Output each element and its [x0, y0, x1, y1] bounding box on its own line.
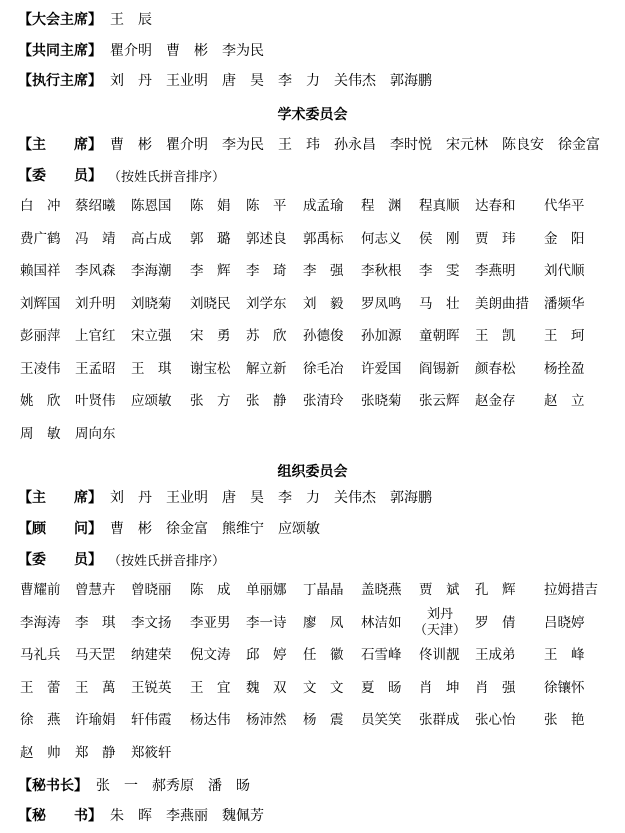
- member-name: 赵 立: [544, 393, 585, 409]
- member-name: 刘晓菊: [131, 295, 172, 312]
- member-name: 肖 坤: [419, 679, 460, 696]
- member-name: 陈恩国: [131, 198, 172, 214]
- member-name: 李海涛: [20, 614, 61, 631]
- member-name: 王成弟: [475, 647, 516, 663]
- academic-members-line: [18, 162, 225, 188]
- member-name: 郭禹标: [303, 230, 344, 247]
- member-name: 彭丽萍: [20, 328, 61, 344]
- member-name: 魏 双: [246, 679, 287, 696]
- member-name: 王 蕾: [20, 679, 61, 696]
- member-name: 张云辉: [419, 393, 460, 409]
- secretary-general-names: 张 一 郝秀原 潘 旸: [96, 778, 250, 794]
- member-name: 周 敏: [20, 425, 61, 442]
- member-name: 张 艳: [544, 712, 585, 728]
- member-name: 孔 辉: [475, 582, 516, 598]
- academic-committee-title: 学术委员会: [277, 107, 348, 123]
- organizing-members-label: 【委 员】: [18, 552, 102, 568]
- member-name: 刘丹 （天津）: [413, 606, 466, 638]
- chairman-line: [18, 6, 152, 32]
- member-name: 廖 凤: [303, 614, 344, 631]
- member-name: 轩伟霞: [131, 712, 172, 728]
- member-name: 周向东: [75, 425, 116, 442]
- member-name: 李 强: [303, 263, 344, 279]
- member-name: 员笑笑: [361, 712, 402, 728]
- member-name: 王 宜: [190, 679, 231, 696]
- member-name: 陈 娟: [190, 198, 231, 214]
- member-name: 姚 欣: [20, 393, 61, 409]
- member-name: 刘晓民: [190, 295, 231, 312]
- member-name: 金 阳: [544, 230, 585, 247]
- member-name: 吕晓婷: [544, 614, 585, 631]
- member-name: 李一诗: [246, 614, 287, 631]
- member-name: 王 琪: [131, 360, 172, 377]
- member-name: 王 珂: [544, 328, 585, 344]
- member-name: 刘学东: [246, 295, 287, 312]
- member-name: 李海潮: [131, 263, 172, 279]
- member-name: 贾 斌: [419, 582, 460, 598]
- member-name: 王孟昭: [75, 360, 116, 377]
- member-name: 王凌伟: [20, 360, 61, 377]
- member-name: 杨拴盈: [544, 360, 585, 377]
- executive-chairmen-names: 刘 丹 王业明 唐 昊 李 力 关伟杰 郭海鹏: [110, 73, 432, 89]
- member-name: 拉姆措吉: [544, 582, 598, 598]
- member-name: 程真顺: [419, 198, 460, 214]
- member-name: 李文扬: [131, 614, 172, 631]
- organizing-advisers-label: 【顾 问】: [18, 521, 102, 537]
- member-name: 孙加源: [361, 328, 402, 344]
- co-chairmen-label: 【共同主席】: [18, 43, 102, 59]
- member-name: 王 萬: [75, 679, 116, 696]
- member-name: 纳建荣: [131, 647, 172, 663]
- member-name: 曾晓丽: [131, 582, 172, 598]
- member-name: 杨达伟: [190, 712, 231, 728]
- organizing-advisers-names: 曹 彬 徐金富 熊维宁 应颂敏: [110, 521, 320, 537]
- organizing-advisers-line: [18, 515, 320, 541]
- organizing-members-line: [18, 546, 225, 572]
- co-chairmen-names: 瞿介明 曹 彬 李为民: [110, 43, 264, 59]
- member-name: 赵金存: [475, 393, 516, 409]
- member-name: 李燕明: [475, 263, 516, 279]
- member-name: 许爱国: [361, 360, 402, 377]
- member-name: 张群成: [419, 712, 460, 728]
- member-name: 李亚男: [190, 614, 231, 631]
- member-name: 张心怡: [475, 712, 516, 728]
- member-name: 杨 震: [303, 712, 344, 728]
- member-name: 刘代顺: [544, 263, 585, 279]
- member-name: 美朗曲措: [475, 295, 529, 312]
- member-name: 张晓菊: [361, 393, 402, 409]
- member-name: 刘 毅: [303, 295, 344, 312]
- member-name: 曾慧卉: [75, 582, 116, 598]
- member-name: 侯 刚: [419, 230, 460, 247]
- organizing-chair-line: [18, 484, 432, 510]
- member-name: 石雪峰: [361, 647, 402, 663]
- executive-chairmen-line: [18, 67, 432, 93]
- member-name: 赖国祥: [20, 263, 61, 279]
- member-name: 李风森: [75, 263, 116, 279]
- member-name: 谢宝松: [190, 360, 231, 377]
- member-name: 丁晶晶: [303, 582, 344, 598]
- member-name: 邱 婷: [246, 647, 287, 663]
- secretaries-line: [18, 802, 264, 828]
- member-name: 徐镶怀: [544, 679, 585, 696]
- member-name: 颜春松: [475, 360, 516, 377]
- member-name: 费广鹤: [20, 230, 61, 247]
- member-name: 贾 玮: [475, 230, 516, 247]
- member-name: 叶贤伟: [75, 393, 116, 409]
- member-name: 程 渊: [361, 198, 402, 214]
- member-name: 王 峰: [544, 647, 585, 663]
- organizing-committee-title: 组织委员会: [277, 464, 348, 480]
- member-name: 冯 靖: [75, 230, 116, 247]
- member-name: 夏 旸: [361, 679, 402, 696]
- member-name: 刘辉国: [20, 295, 61, 312]
- executive-chairmen-label: 【执行主席】: [18, 73, 102, 89]
- member-name: 盖晓燕: [361, 582, 402, 598]
- member-name: 郑筱轩: [131, 744, 172, 761]
- member-name: 解立新: [246, 360, 287, 377]
- member-name: 李 辉: [190, 263, 231, 279]
- member-name: 马天罡: [75, 647, 116, 663]
- member-name: 文 文: [303, 679, 344, 696]
- member-name: 成孟瑜: [303, 198, 344, 214]
- member-name: 赵 帅: [20, 744, 61, 761]
- member-name: 张清玲: [303, 393, 344, 409]
- member-name: 蔡绍曦: [75, 198, 116, 214]
- member-name: 潘频华: [544, 295, 585, 312]
- academic-members-label: 【委 员】: [18, 168, 102, 184]
- chairman-names: 王 辰: [110, 12, 152, 28]
- member-name: 王 凯: [475, 328, 516, 344]
- organizing-chair-label: 【主 席】: [18, 490, 102, 506]
- member-name: 宋 勇: [190, 328, 231, 344]
- member-name: 宋立强: [131, 328, 172, 344]
- secretary-general-line: [18, 772, 250, 798]
- member-name: 罗 倩: [475, 614, 516, 631]
- member-name: 马 壮: [419, 295, 460, 312]
- member-name: 杨沛然: [246, 712, 287, 728]
- member-name: 单丽娜: [246, 582, 287, 598]
- member-name: 徐毛冶: [303, 360, 344, 377]
- member-name: 童朝晖: [419, 328, 460, 344]
- member-name: 白 冲: [20, 198, 61, 214]
- member-name: 何志义: [361, 230, 402, 247]
- member-name: 应颂敏: [131, 393, 172, 409]
- organizing-members-note: （按姓氏拼音排序）: [108, 553, 226, 569]
- member-name: 陈 平: [246, 198, 287, 214]
- member-name: 许瑜娟: [75, 712, 116, 728]
- member-name: 阎锡新: [419, 360, 460, 377]
- member-name: 李 雯: [419, 263, 460, 279]
- member-name: 上官红: [75, 328, 116, 344]
- member-name: 徐 燕: [20, 712, 61, 728]
- member-name: 郑 静: [75, 744, 116, 761]
- member-name: 郭 璐: [190, 230, 231, 247]
- organizing-chair-names: 刘 丹 王业明 唐 昊 李 力 关伟杰 郭海鹏: [110, 490, 432, 506]
- member-name: 任 徽: [303, 647, 344, 663]
- member-name: 张 方: [190, 393, 231, 409]
- co-chairmen-line: [18, 37, 264, 63]
- member-name: 肖 强: [475, 679, 516, 696]
- member-name: 李 琦: [246, 263, 287, 279]
- member-name: 张 静: [246, 393, 287, 409]
- member-name: 苏 欣: [246, 328, 287, 344]
- member-name: 陈 成: [190, 582, 231, 598]
- member-name: 马礼兵: [20, 647, 61, 663]
- secretary-general-label: 【秘书长】: [18, 778, 88, 794]
- academic-chair-line: [18, 131, 600, 157]
- member-name: 高占成: [131, 230, 172, 247]
- member-name: 达春和: [475, 198, 516, 214]
- academic-members-note: （按姓氏拼音排序）: [108, 169, 226, 185]
- member-name: 李秋根: [361, 263, 402, 279]
- member-name: 刘升明: [75, 295, 116, 312]
- member-name: 代华平: [544, 198, 585, 214]
- academic-chair-names: 曹 彬 瞿介明 李为民 王 玮 孙永昌 李时悦 宋元林 陈良安 徐金富: [110, 137, 600, 153]
- member-name: 郭述良: [246, 230, 287, 247]
- chairman-label: 【大会主席】: [18, 12, 102, 28]
- secretaries-names: 朱 晖 李燕丽 魏佩芳: [110, 808, 264, 824]
- member-name: 孙德俊: [303, 328, 344, 344]
- academic-chair-label: 【主 席】: [18, 137, 102, 153]
- member-name: 倪文涛: [190, 647, 231, 663]
- member-name: 林洁如: [361, 614, 402, 631]
- member-name: 罗凤鸣: [361, 295, 402, 312]
- member-name: 曹耀前: [20, 582, 61, 598]
- member-name: 佟训靓: [419, 647, 460, 663]
- secretaries-label: 【秘 书】: [18, 808, 102, 824]
- member-name: 王锐英: [131, 679, 172, 696]
- member-name: 李 琪: [75, 614, 116, 631]
